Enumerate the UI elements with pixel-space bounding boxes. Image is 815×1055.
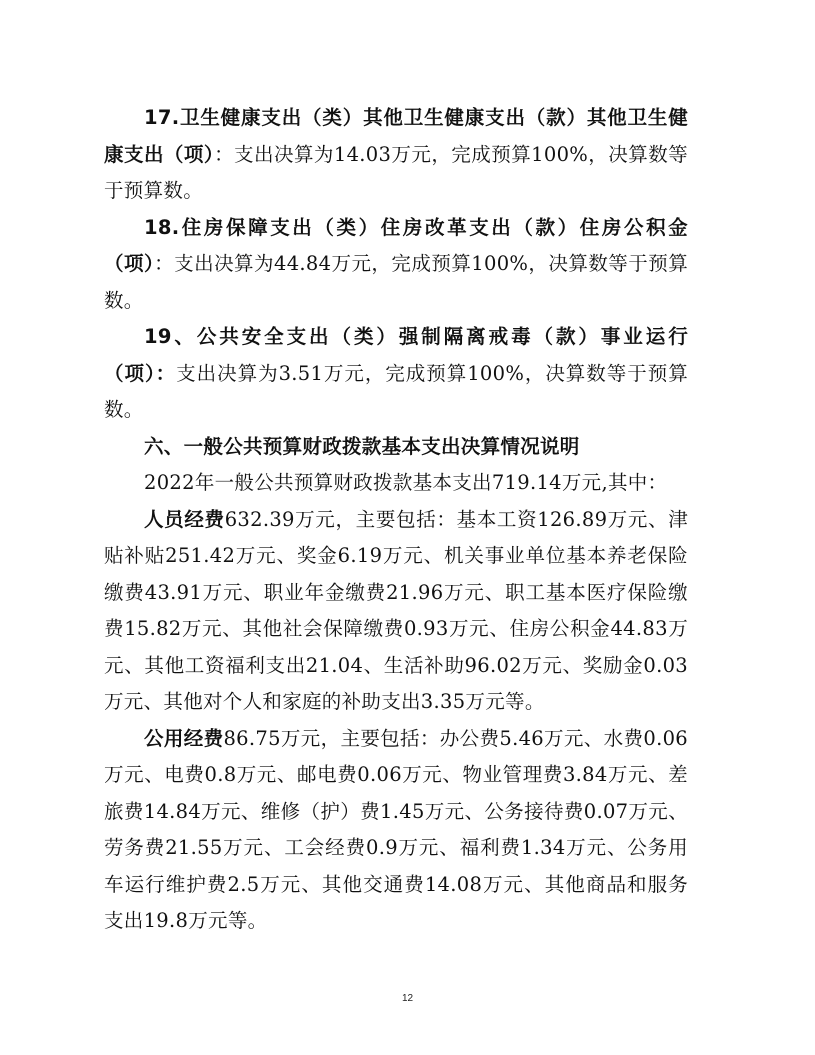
item-19-heading: 19、公共安全支出（类）强制隔离戒毒（款）事业运行（项）：: [104, 325, 688, 385]
public-expense-label: 公用经费: [144, 726, 224, 750]
item-18-body: ：支出决算为44.84万元，完成预算100%，决算数等于预算数。: [104, 252, 688, 312]
public-expense-text: 86.75万元，主要包括：办公费5.46万元、水费0.06万元、电费0.8万元、邮电费0.06万元、物业管理费3.84万元、差旅费14.84万元、维修（护）费1.45万元、公务接待费0.07万元、劳务费21.55万元、工会经费0.9万元、福利费1.34万元、公务用车运行维护费2.5万元、其他交通费14.08万元、其他商品和服务支出19.8万元等。: [104, 726, 688, 932]
item-18-paragraph: [104, 210, 688, 320]
item-17-heading: 17.卫生健康支出（类）其他卫生健康支出（款）其他卫生健康支出（项）: [104, 106, 688, 166]
item-17-body: ：支出决算为14.03万元，完成预算100%，决算数等于预算数。: [104, 142, 688, 202]
document-body: [104, 100, 688, 940]
personnel-expense-label: 人员经费: [144, 507, 225, 531]
item-17-paragraph: [104, 100, 688, 210]
public-expense-paragraph: [104, 721, 688, 940]
item-18-heading: 18.住房保障支出（类）住房改革支出（款）住房公积金（项）: [104, 215, 688, 275]
summary-paragraph: 2022年一般公共预算财政拨款基本支出719.14万元,其中：: [144, 471, 668, 494]
section-title: 六、一般公共预算财政拨款基本支出决算情况说明: [144, 434, 580, 458]
personnel-expense-paragraph: [104, 502, 688, 721]
personnel-expense-text: 632.39万元，主要包括：基本工资126.89万元、津贴补贴251.42万元、奖金6.19万元、机关事业单位基本养老保险缴费43.91万元、职业年金缴费21.96万元、职工基本医疗保险缴费15.82万元、其他社会保障缴费0.93万元、住房公积金44.83万元、其他工资福利支出21.04、生活补助96.02万元、奖励金0.03万元、其他对个人和家庭的补助支出3.35万元等。: [104, 507, 688, 713]
page-number: 12: [401, 993, 414, 1004]
item-19-paragraph: [104, 319, 688, 429]
item-19-body: 支出决算为3.51万元，完成预算100%，决算数等于预算数。: [104, 361, 688, 421]
